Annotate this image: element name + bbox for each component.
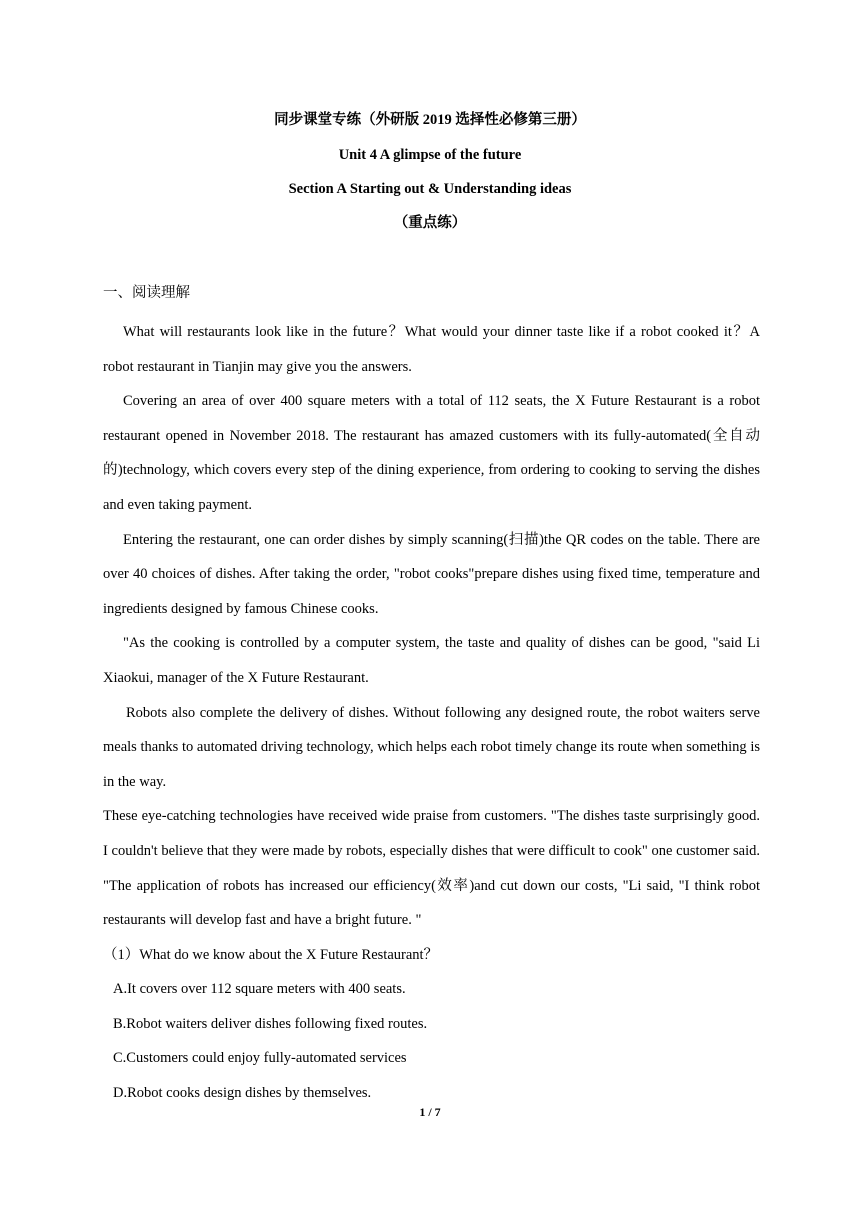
question-1-option-c: C.Customers could enjoy fully-automated services (113, 1050, 407, 1067)
passage-paragraph-3: Entering the restaurant, one can order dishes by simply scanning(扫描)the QR codes on the table. There are over 40 choices of dishes. After taking the order, "robot cooks"prepare dishes using fixed time, temperature and ingredients designed by famous Chinese cooks. (103, 531, 760, 617)
passage-paragraph-5: Robots also complete the delivery of dishes. Without following any designed route, the robot waiters serve meals thanks to automated driving technology, which helps each robot timely change its route when something is in the way. (103, 704, 760, 790)
question-1-option-b: B.Robot waiters deliver dishes following fixed routes. (113, 1015, 428, 1032)
page-number: 1 / 7 (419, 1105, 441, 1119)
document-title: 同步课堂专练（外研版 2019 选择性必修第三册） (274, 112, 586, 128)
practice-level-label: （重点练） (393, 215, 467, 231)
question-1-option-d: D.Robot cooks design dishes by themselves. (113, 1085, 372, 1102)
passage-paragraph-2: Covering an area of over 400 square meters with a total of 112 seats, the X Future Restaurant is a robot restaurant opened in November 2018. The restaurant has amazed customers with its fully-automated(全自动的)technology, which covers every step of the dining experience, from ordering to cooking to serving the dishes and even taking payment. (103, 393, 760, 513)
reading-passage (103, 315, 760, 1111)
question-1-stem: （1）What do we know about the X Future Restaurant？ (103, 946, 439, 963)
section-title: Section A Starting out & Understanding ideas (288, 181, 572, 197)
passage-paragraph-6: These eye-catching technologies have received wide praise from customers. "The dishes taste surprisingly good. I couldn't believe that they were made by robots, especially dishes that were difficult to cook" one customer said. "The application of robots has increased our efficiency(效率)and cut down our costs, "Li said, "I think robot restaurants will develop fast and have a bright future. " (103, 808, 760, 929)
question-1-option-a: A.It covers over 112 square meters with 400 seats. (113, 981, 406, 998)
reading-comprehension-heading: 一、阅读理解 (103, 285, 190, 301)
passage-paragraph-1: What will restaurants look like in the future？What would your dinner taste like if a robot cooked it？A robot restaurant in Tianjin may give you the answers. (103, 324, 760, 375)
unit-title: Unit 4 A glimpse of the future (338, 147, 522, 163)
passage-paragraph-4: "As the cooking is controlled by a computer system, the taste and quality of dishes can be good, "said Li Xiaokui, manager of the X Future Restaurant. (103, 635, 760, 686)
